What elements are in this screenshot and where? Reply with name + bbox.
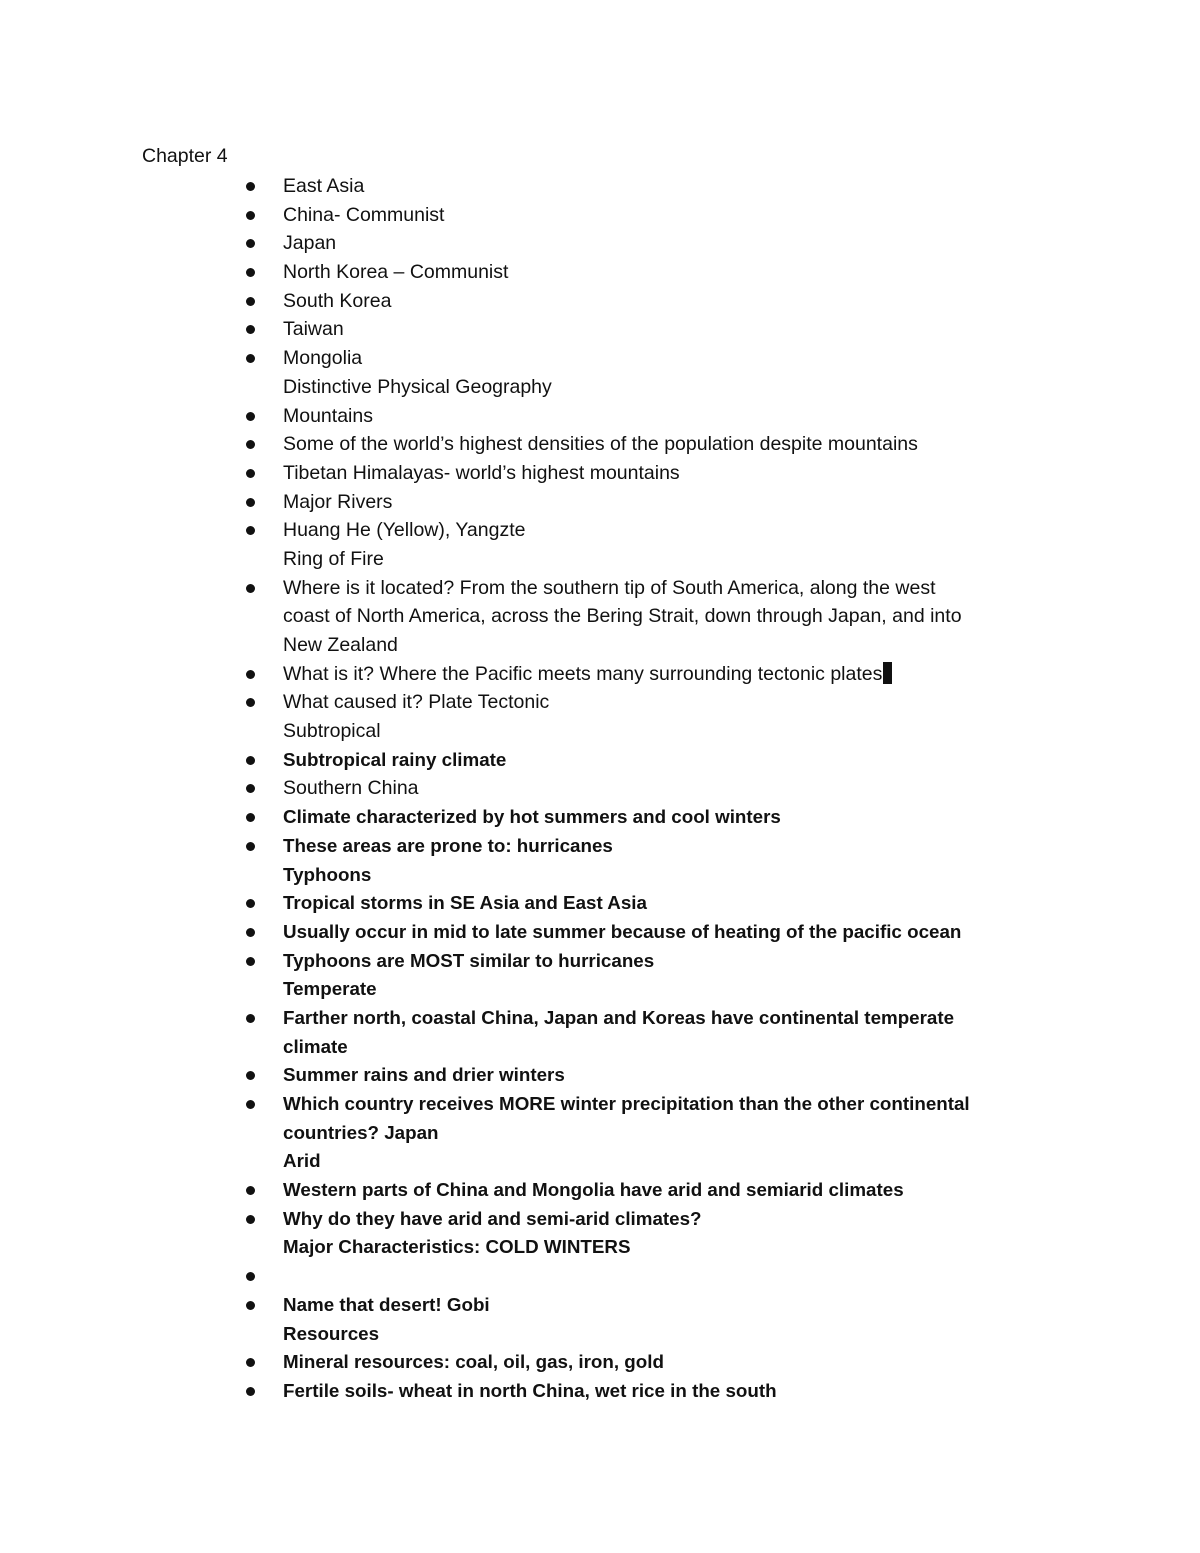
list-item <box>0 344 1200 373</box>
list-item-text <box>283 1320 379 1349</box>
list-item-text <box>283 1033 348 1062</box>
bullet-icon <box>246 1215 255 1224</box>
list-item-text <box>283 1176 904 1205</box>
list-item-text <box>283 402 373 431</box>
bullet-icon <box>246 784 255 793</box>
list-item-text <box>283 918 961 947</box>
list-item-continuation <box>0 1233 1200 1262</box>
list-item-label: Arid <box>283 1150 321 1172</box>
list-item <box>0 947 1200 976</box>
list-item-label: Typhoons <box>283 863 372 885</box>
list-item-text <box>283 1233 631 1262</box>
list-item-label: China- Communist <box>283 203 445 226</box>
page-title: Chapter 4 <box>142 145 228 167</box>
list-item <box>0 172 1200 201</box>
bullet-icon <box>246 957 255 966</box>
bullet-icon <box>246 325 255 334</box>
list-item <box>0 889 1200 918</box>
list-item-text <box>283 430 918 459</box>
list-item-label: Mongolia <box>283 347 363 370</box>
list-item-continuation <box>0 1320 1200 1349</box>
list-item <box>0 1090 1200 1119</box>
list-item <box>0 229 1200 258</box>
bullet-icon <box>246 928 255 937</box>
list-item <box>0 1377 1200 1406</box>
list-item-continuation <box>0 602 1200 631</box>
list-item <box>0 201 1200 230</box>
list-item-text <box>283 1291 490 1320</box>
list-item-continuation <box>0 373 1200 402</box>
list-item-label: Major Rivers <box>283 490 393 513</box>
list-item-label: New Zealand <box>283 634 398 656</box>
list-item <box>0 574 1200 603</box>
list-item-label: climate <box>283 1035 348 1057</box>
list-item <box>0 287 1200 316</box>
list-item-label: Tropical storms in SE Asia and East Asia <box>283 892 647 914</box>
list-item-label: East Asia <box>283 175 365 197</box>
list-item-label: Japan <box>283 232 337 255</box>
list-item-label: Why do they have arid and semi-arid climates? <box>283 1207 702 1229</box>
list-item-text <box>283 258 508 287</box>
bullet-icon <box>246 756 255 765</box>
bullet-icon <box>246 498 255 507</box>
list-item-label: countries? Japan <box>283 1121 439 1143</box>
list-item <box>0 746 1200 775</box>
bullet-icon <box>246 354 255 363</box>
bullet-icon <box>246 698 255 707</box>
list-item-label: Distinctive Physical Geography <box>283 375 552 398</box>
list-item-text <box>283 315 344 344</box>
list-item-continuation <box>0 631 1200 660</box>
list-item-label: Some of the world’s highest densities of the population despite mountains <box>283 433 918 456</box>
list-item-continuation <box>0 717 1200 746</box>
list-item-continuation <box>0 861 1200 890</box>
list-item <box>0 516 1200 545</box>
list-item <box>0 1262 1200 1291</box>
list-item-label: Typhoons are MOST similar to hurricanes <box>283 949 655 971</box>
list-item <box>0 1205 1200 1234</box>
list-item <box>0 1061 1200 1090</box>
list-item-text <box>283 1348 664 1377</box>
list-item <box>0 688 1200 717</box>
list-item-text <box>283 803 781 832</box>
list-item-text <box>283 344 362 373</box>
list-item <box>0 1291 1200 1320</box>
list-item-label: Mineral resources: coal, oil, gas, iron, gold <box>283 1351 664 1373</box>
list-item-text <box>283 889 647 918</box>
list-item-continuation <box>0 1147 1200 1176</box>
list-item-text <box>283 545 384 574</box>
bullet-icon <box>246 1387 255 1396</box>
list-item-label: Southern China <box>283 777 419 800</box>
bullet-icon <box>246 1071 255 1080</box>
list-item <box>0 488 1200 517</box>
bullet-icon <box>246 412 255 421</box>
list-item <box>0 1176 1200 1205</box>
list-item-label: Which country receives MORE winter precipitation than the other continental <box>283 1093 970 1114</box>
list-item-label: Taiwan <box>283 318 344 341</box>
list-item-text <box>283 1061 565 1090</box>
list-item <box>0 258 1200 287</box>
list-item-label: coast of North America, across the Bering Strait, down through Japan, and into <box>283 605 962 628</box>
list-item-label: South Korea <box>283 289 392 312</box>
list-item-label: Farther north, coastal China, Japan and Koreas have continental temperate <box>283 1006 955 1028</box>
bullet-list <box>0 172 1200 1406</box>
list-item-label: Major Characteristics: COLD WINTERS <box>283 1236 631 1258</box>
bullet-icon <box>246 211 255 220</box>
list-item-label: Summer rains and drier winters <box>283 1064 565 1086</box>
text-cursor-icon <box>883 662 892 684</box>
list-item-text <box>283 1090 970 1119</box>
bullet-icon <box>246 842 255 851</box>
list-item-text <box>283 1119 439 1148</box>
list-item-label: What is it? Where the Pacific meets many surrounding tectonic plates <box>283 662 883 685</box>
bullet-icon <box>246 526 255 535</box>
list-item-text <box>283 602 962 631</box>
list-item <box>0 832 1200 861</box>
list-item-label: Western parts of China and Mongolia have arid and semiarid climates <box>283 1179 904 1201</box>
list-item-text <box>283 631 398 660</box>
list-item-label: Ring of Fire <box>283 547 384 570</box>
list-item-label: Tibetan Himalayas- world’s highest mountains <box>283 461 680 484</box>
list-item <box>0 918 1200 947</box>
list-item-text <box>283 287 391 316</box>
bullet-icon <box>246 899 255 908</box>
bullet-icon <box>246 1186 255 1195</box>
list-item-continuation <box>0 1033 1200 1062</box>
bullet-icon <box>246 268 255 277</box>
list-item-text <box>283 947 654 976</box>
list-item-text <box>283 832 613 861</box>
bullet-icon <box>246 1014 255 1023</box>
list-item-text <box>283 1205 702 1234</box>
bullet-icon <box>246 239 255 248</box>
bullet-icon <box>246 469 255 478</box>
list-item-text <box>283 660 892 689</box>
list-item-text <box>283 574 936 603</box>
list-item-text <box>283 861 371 890</box>
list-item-text <box>283 717 381 746</box>
bullet-icon <box>246 440 255 449</box>
list-item <box>0 402 1200 431</box>
bullet-icon <box>246 297 255 306</box>
list-item-continuation <box>0 1119 1200 1148</box>
bullet-icon <box>246 1358 255 1367</box>
list-item-label: Name that desert! Gobi <box>283 1293 490 1315</box>
list-item-text <box>283 1377 777 1406</box>
list-item-label: Where is it located? From the southern tip of South America, along the west <box>283 576 936 599</box>
list-item-label: Resources <box>283 1322 380 1344</box>
list-item-label: Usually occur in mid to late summer because of heating of the pacific ocean <box>283 920 962 942</box>
list-item <box>0 803 1200 832</box>
list-item-label: Subtropical rainy climate <box>283 748 507 770</box>
list-item-label: Huang He (Yellow), Yangzte <box>283 519 526 542</box>
list-item-text <box>283 172 364 201</box>
list-item <box>0 430 1200 459</box>
list-item-label: Subtropical <box>283 720 381 743</box>
bullet-icon <box>246 182 255 191</box>
list-item-text <box>283 1147 321 1176</box>
list-item-continuation <box>0 545 1200 574</box>
bullet-icon <box>246 813 255 822</box>
list-item-text <box>283 774 419 803</box>
bullet-icon <box>246 670 255 679</box>
list-item-label: Climate characterized by hot summers and cool winters <box>283 806 781 828</box>
bullet-icon <box>246 584 255 593</box>
list-item <box>0 1348 1200 1377</box>
list-item-label: What caused it? Plate Tectonic <box>283 691 550 714</box>
list-item-text <box>283 1004 954 1033</box>
list-item-text <box>283 229 336 258</box>
list-item-text <box>283 746 506 775</box>
bullet-icon <box>246 1301 255 1310</box>
bullet-icon <box>246 1100 255 1109</box>
list-item-label: Temperate <box>283 978 377 1000</box>
list-item-text <box>283 975 377 1004</box>
list-item-text <box>283 688 549 717</box>
list-item <box>0 459 1200 488</box>
list-item-label: Fertile soils- wheat in north China, wet rice in the south <box>283 1379 777 1401</box>
list-item-label: These areas are prone to: hurricanes <box>283 834 613 856</box>
list-item-text <box>283 373 552 402</box>
list-item-text <box>283 488 392 517</box>
list-item-label: North Korea – Communist <box>283 261 509 284</box>
list-item-text <box>283 516 525 545</box>
list-item <box>0 774 1200 803</box>
list-item-text <box>283 201 444 230</box>
list-item <box>0 315 1200 344</box>
list-item <box>0 1004 1200 1033</box>
list-item-continuation <box>0 975 1200 1004</box>
bullet-icon <box>246 1272 255 1281</box>
list-item <box>0 660 1200 689</box>
list-item-label: Mountains <box>283 404 373 427</box>
list-item-text <box>283 459 680 488</box>
